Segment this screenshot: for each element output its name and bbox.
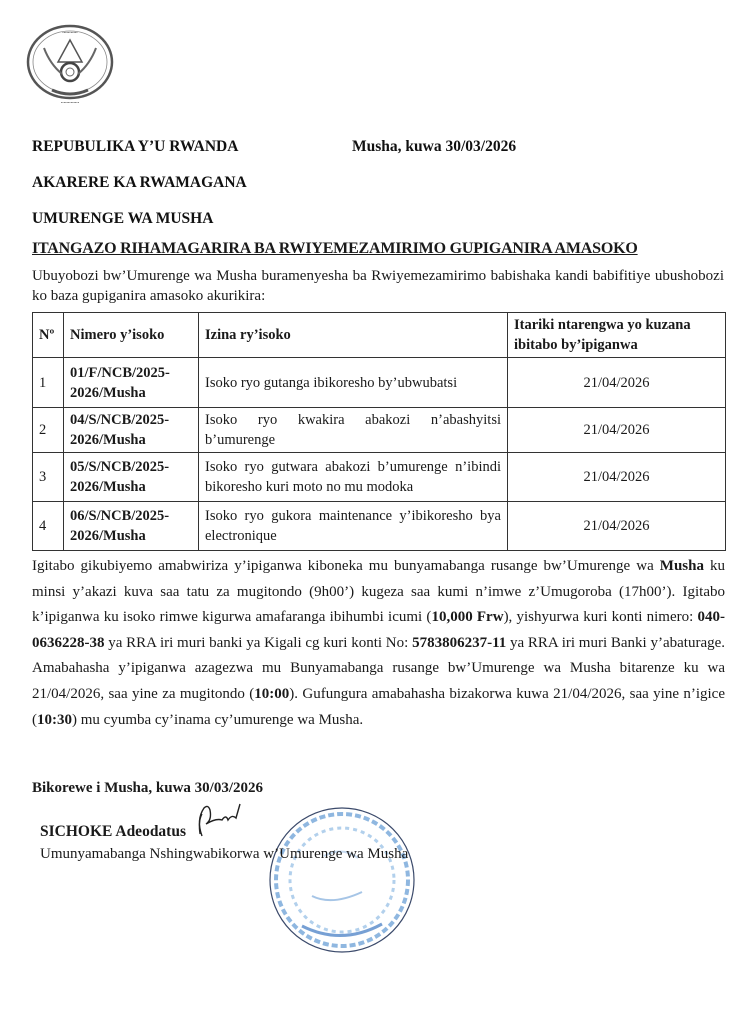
intro-paragraph: Ubuyobozi bw’Umurenge wa Musha buramenyesha ba Rwiyemezamirimo babishaka kandi babifitiye ubushobozi ko baza gupiganira amasoko akurikira: bbox=[32, 268, 724, 304]
header-tender-ref: Nimero y’isoko bbox=[64, 313, 199, 358]
place-date: Musha, kuwa 30/03/2026 bbox=[352, 138, 517, 155]
row-tender-name: Isoko ryo kwakira abakozi n’abashyitsi b’umurenge bbox=[199, 408, 508, 453]
made-at-date: Bikorewe i Musha, kuwa 30/03/2026 bbox=[32, 780, 263, 796]
row-number: 3 bbox=[33, 453, 64, 502]
instructions-text: ) mu cyumba cy’inama cy’umurenge wa Musha. bbox=[72, 711, 364, 728]
letterhead-district: AKARERE KA RWAMAGANA bbox=[32, 174, 247, 191]
row-tender-ref: 01/F/NCB/2025-2026/Musha bbox=[64, 358, 199, 408]
instructions-text: Igitabo gikubiyemo amabwiriza y’ipiganwa kiboneka mu bunyamabanga rusange bw’Umurenge wa bbox=[32, 558, 660, 574]
row-tender-ref: 04/S/NCB/2025-2026/Musha bbox=[64, 408, 199, 453]
coat-of-arms-seal-icon bbox=[22, 18, 118, 106]
table-header-row bbox=[33, 313, 726, 358]
row-tender-ref: 05/S/NCB/2025-2026/Musha bbox=[64, 453, 199, 502]
row-number: 1 bbox=[33, 358, 64, 408]
bank-account-bpr: 5783806237-11 bbox=[412, 634, 507, 651]
bank-account-bk: 040-0636228-38 bbox=[32, 609, 726, 651]
row-deadline: 21/04/2026 bbox=[508, 453, 726, 502]
instructions-text: ku minsi y’akazi kuva saa tatu za mugitondo (9h00’) kugeza saa kumi n’imwe z’Umugoroba (17h00’). Igitabo k’ipiganwa ku isoko rimwe kigurwa amafaranga ibihumbi icumi ( bbox=[32, 558, 726, 626]
svg-text:•••••••••••••: ••••••••••••• bbox=[60, 100, 80, 105]
row-deadline: 21/04/2026 bbox=[508, 408, 726, 453]
row-tender-name: Isoko ryo gutwara abakozi b’umurenge n’ibindi bikoresho kuri moto no mu modoka bbox=[199, 453, 508, 502]
instructions-text: ya RRA iri muri Banki y’abaturage. Amabahasha y’ipiganwa azagezwa mu Bunyamabanga rusange bw’Umurenge wa Musha bitarenze ku wa 21/04/2026, saa yine za mugitondo ( bbox=[32, 634, 726, 702]
row-number: 4 bbox=[33, 502, 64, 551]
official-stamp-icon bbox=[262, 796, 416, 960]
instructions-text: ), yishyurwa kuri konti nimero: bbox=[503, 609, 698, 626]
instructions-paragraph bbox=[32, 554, 725, 733]
opening-time: 10:30 bbox=[37, 711, 72, 728]
row-deadline: 21/04/2026 bbox=[508, 358, 726, 408]
table-row bbox=[33, 358, 726, 408]
row-number: 2 bbox=[33, 408, 64, 453]
tender-fee: 10,000 Frw bbox=[431, 609, 504, 626]
handwritten-signature-icon bbox=[192, 800, 252, 840]
svg-text:•••••••••••: ••••••••••• bbox=[62, 30, 78, 35]
header-number: Nº bbox=[33, 313, 64, 358]
table-row bbox=[33, 408, 726, 453]
letterhead-country: REPUBULIKA Y’U RWANDA bbox=[32, 138, 239, 155]
row-tender-name: Isoko ryo gukora maintenance y’ibikoresho bya electronique bbox=[199, 502, 508, 551]
instructions-text: ). Gufungura amabahasha bizakorwa kuwa 21/04/2026, saa yine n’igice ( bbox=[32, 685, 725, 728]
header-deadline: Itariki ntarengwa yo kuzana ibitabo by’ipiganwa bbox=[508, 313, 726, 358]
header-tender-name: Izina ry’isoko bbox=[199, 313, 508, 358]
table-row bbox=[33, 453, 726, 502]
table-row bbox=[33, 502, 726, 551]
tenders-table bbox=[32, 312, 726, 551]
instructions-text: ya RRA iri muri banki ya Kigali cg kuri konti No: bbox=[104, 634, 413, 651]
submission-time: 10:00 bbox=[254, 685, 290, 702]
sector-name: Musha bbox=[659, 558, 704, 574]
announcement-title: ITANGAZO RIHAMAGARIRA BA RWIYEMEZAMIRIMO GUPIGANIRA AMASOKO bbox=[32, 240, 638, 257]
signer-role: Umunyamabanga Nshingwabikorwa w’Umurenge wa Musha bbox=[40, 846, 409, 862]
row-tender-name: Isoko ryo gutanga ibikoresho by’ubwubatsi bbox=[199, 358, 508, 408]
row-deadline: 21/04/2026 bbox=[508, 502, 726, 551]
row-tender-ref: 06/S/NCB/2025-2026/Musha bbox=[64, 502, 199, 551]
letterhead-sector: UMURENGE WA MUSHA bbox=[32, 210, 214, 227]
signer-name: SICHOKE Adeodatus bbox=[40, 823, 187, 840]
